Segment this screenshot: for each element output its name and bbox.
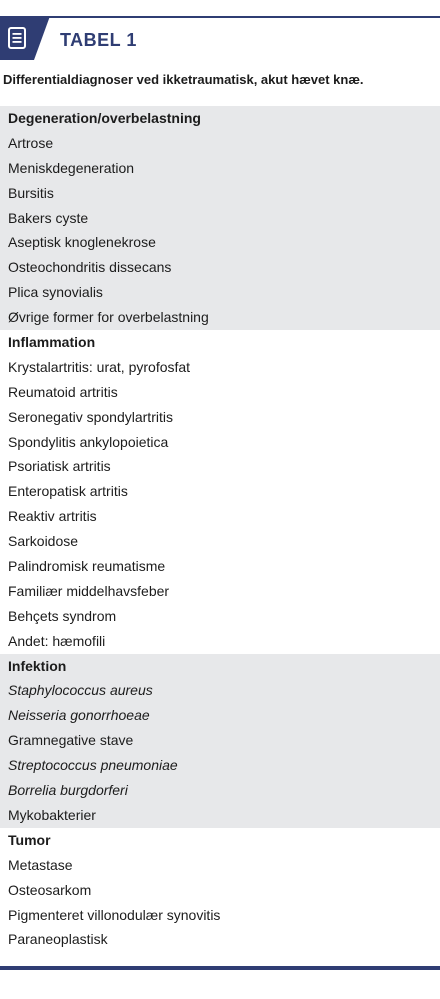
group-heading: Degeneration/overbelastning [8,110,201,126]
table-row: Familiær middelhavsfeber [8,582,170,599]
table-row: Pigmenteret villonodulær synovitis [8,906,221,923]
table-row: Artrose [8,134,54,151]
header-tab-shape [34,16,50,60]
bottom-rule [0,966,440,970]
table-row: Bursitis [8,184,54,201]
table-group [0,106,440,330]
table-row: Bakers cyste [8,209,89,226]
table-header [0,16,440,64]
table-row: Staphylococcus aureus [8,682,153,699]
table-row: Reumatoid artritis [8,383,118,400]
table-row: Osteochondritis dissecans [8,259,172,276]
table-row: Plica synovialis [8,284,103,301]
table-row: Meniskdegeneration [8,159,135,176]
table-row: Krystalartritis: urat, pyrofosfat [8,358,191,375]
table-row: Behçets syndrom [8,607,117,624]
table-row: Metastase [8,856,73,873]
table-row: Gramnegative stave [8,732,134,749]
table-row: Borrelia burgdorferi [8,782,128,799]
table-row: Mykobakterier [8,806,96,823]
diagnosis-table [0,106,440,952]
table-row: Seronegativ spondylartritis [8,408,173,425]
table-caption: Differentialdiagnoser ved ikketraumatisk, akut hævet knæ. [3,72,364,87]
table-row: Palindromisk reumatisme [8,558,166,575]
group-heading: Infektion [8,657,67,674]
table-row: Neisseria gonorrhoeae [8,707,150,724]
table-row: Enteropatisk artritis [8,483,128,500]
document-list-icon [0,16,34,60]
table-group [0,654,440,828]
table-row: Paraneoplastisk [8,931,108,948]
group-heading: Inflammation [8,334,96,351]
table-row: Osteosarkom [8,881,92,898]
table-row: Sarkoidose [8,533,79,550]
table-row: Spondylitis ankylopoietica [8,433,169,450]
table-title: TABEL 1 [60,30,137,50]
table-row: Øvrige former for overbelastning [8,309,209,326]
table-row: Psoriatisk artritis [8,458,111,475]
table-row: Andet: hæmofili [8,632,106,649]
table-row: Reaktiv artritis [8,508,97,525]
group-heading: Tumor [8,831,51,848]
table-group [0,828,440,952]
table-group [0,330,440,654]
table-row: Streptococcus pneumoniae [8,757,178,774]
table-row: Aseptisk knoglenekrose [8,234,156,251]
